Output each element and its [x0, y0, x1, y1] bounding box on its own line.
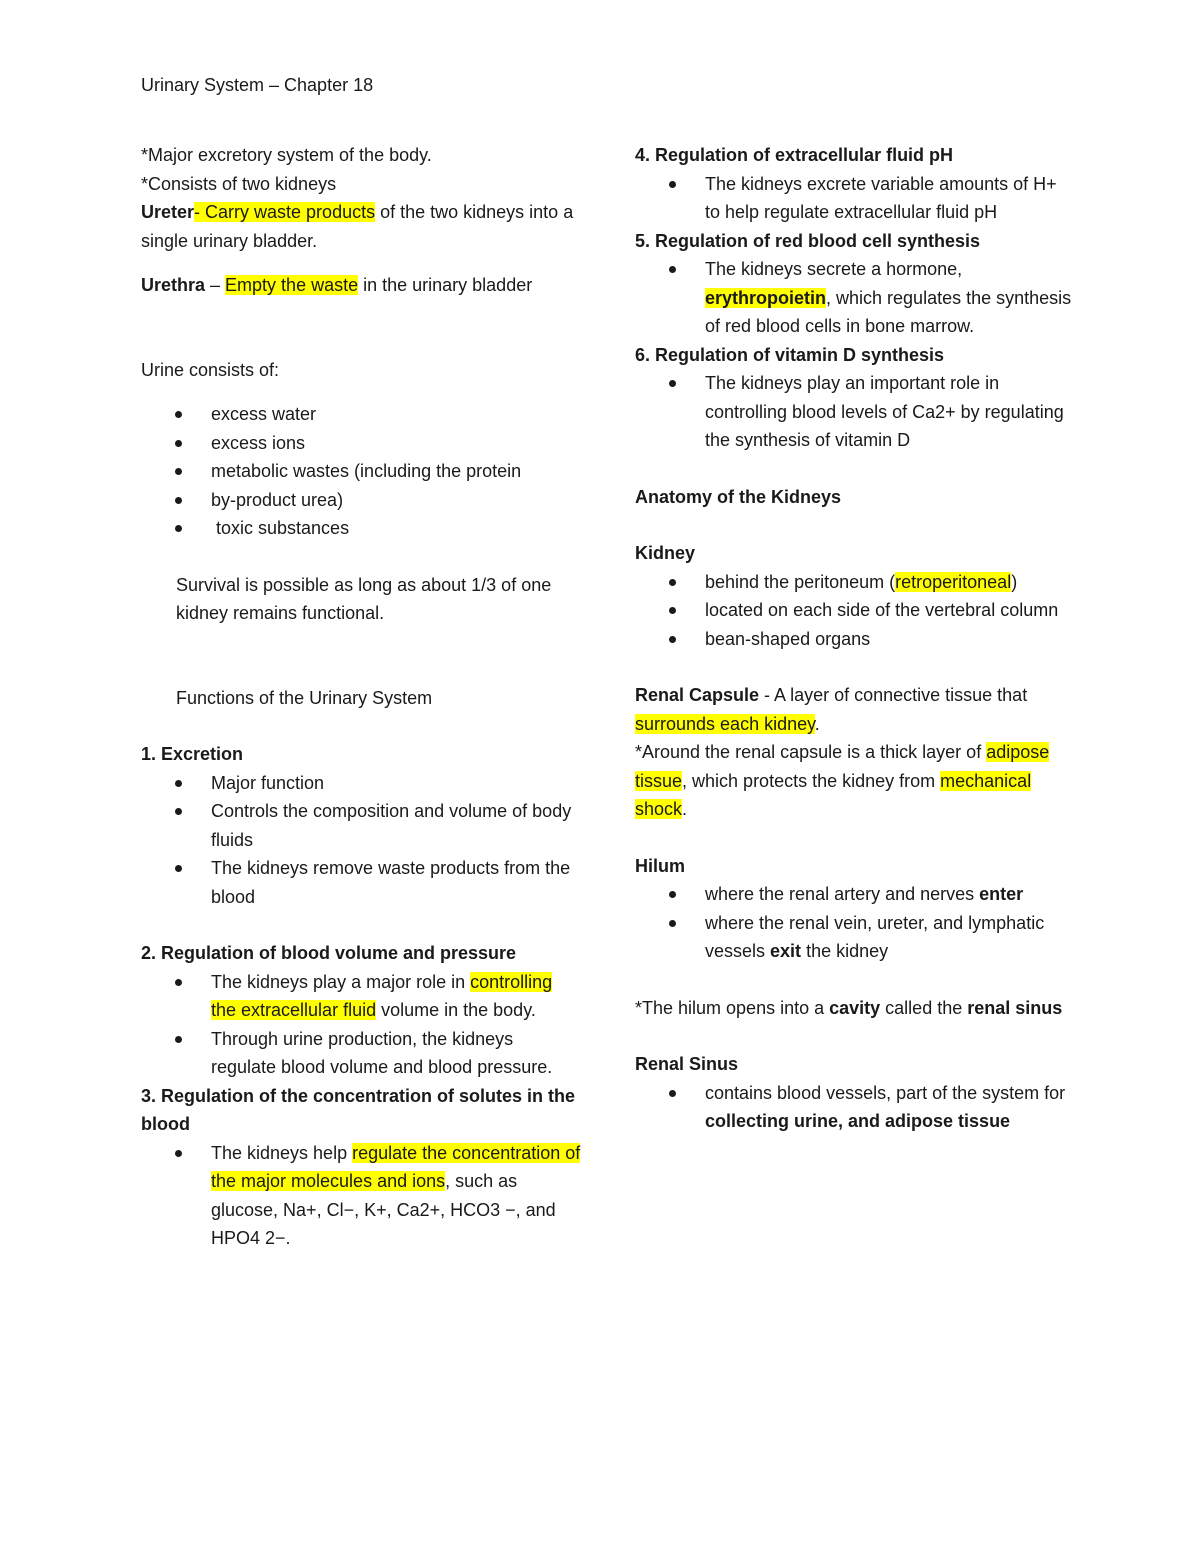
adipose-note: *Around the renal capsule is a thick layer of adipose tissue, which protects the kidney from mechanical shock. [635, 742, 1050, 819]
function-2-title: 2. Regulation of blood volume and pressure [141, 943, 517, 963]
function-2-list [141, 968, 581, 1082]
function-3-list [141, 1139, 581, 1253]
urethra-highlight: Empty the waste [225, 275, 359, 295]
highlight: mechanical shock [635, 770, 1032, 819]
highlight: erythropoietin [705, 287, 827, 308]
urethra-term: Urethra [141, 275, 206, 295]
function-5-title: 5. Regulation of red blood cell synthesis [635, 230, 981, 251]
page-header: Urinary System – Chapter 18 [141, 75, 374, 95]
renal-sinus-list [635, 1079, 1075, 1136]
survival-note: Survival is possible as long as about 1/3 of one kidney remains functional. [176, 574, 552, 623]
list-item: The kidneys excrete variable amounts of H+ to help regulate extracellular fluid pH [705, 170, 1075, 227]
function-4-list [635, 170, 1075, 227]
urine-title: Urine consists of: [141, 359, 280, 380]
list-item: The kidneys help regulate the concentration of the major molecules and ions, such as glucose, Na+, Cl−, K+, Ca2+, HCO3 −, and HPO4 2−. [211, 1139, 581, 1253]
list-item: located on each side of the vertebral column [705, 596, 1075, 625]
list-item: The kidneys remove waste products from the blood [211, 854, 581, 911]
urine-list [141, 400, 581, 543]
function-6-title: 6. Regulation of vitamin D synthesis [635, 344, 945, 365]
list-item: Through urine production, the kidneys regulate blood volume and blood pressure. [211, 1025, 581, 1082]
list-item: Major function [211, 769, 581, 798]
function-6-list [635, 369, 1075, 455]
list-item: The kidneys play a major role in controlling the extracellular fluid volume in the body. [211, 968, 581, 1025]
intro-line-1: *Major excretory system of the body. [141, 145, 432, 165]
function-1-list [141, 769, 581, 912]
list-item: where the renal vein, ureter, and lymphatic vessels exit the kidney [705, 909, 1075, 966]
list-item: bean-shaped organs [705, 625, 1075, 654]
list-item: contains blood vessels, part of the system for collecting urine, and adipose tissue [705, 1079, 1075, 1136]
highlight: controlling the extracellular fluid [211, 971, 553, 1020]
highlight: retroperitoneal [895, 571, 1012, 592]
hilum-title: Hilum [635, 855, 686, 876]
ureter-definition [141, 198, 581, 255]
kidney-list [635, 568, 1075, 654]
highlight: adipose tissue [635, 742, 1050, 791]
ureter-term: Ureter [141, 202, 195, 222]
renal-sinus-title: Renal Sinus [635, 1054, 739, 1074]
highlight: surrounds each kidney [635, 713, 815, 734]
function-1-title: 1. Excretion [141, 744, 244, 764]
kidney-title: Kidney [635, 543, 696, 563]
functions-title: Functions of the Urinary System [176, 687, 433, 708]
list-item: excess ions [211, 429, 581, 458]
list-item: behind the peritoneum (retroperitoneal) [705, 568, 1075, 597]
list-item: toxic substances [211, 514, 581, 543]
urethra-sep: – [205, 275, 226, 295]
list-item: The kidneys play an important role in controlling blood levels of Ca2+ by regulating the synthesis of vitamin D [705, 369, 1075, 455]
ureter-rest: of the two kidneys into a single urinary bladder. [141, 202, 574, 251]
urethra-rest: in the urinary bladder [358, 275, 533, 295]
function-4-title: 4. Regulation of extracellular fluid pH [635, 145, 954, 165]
list-item: by-product urea) [211, 486, 581, 515]
function-3-title: 3. Regulation of the concentration of solutes in the blood [141, 1085, 576, 1134]
hilum-note: *The hilum opens into a cavity called the renal sinus [635, 997, 1063, 1018]
list-item: excess water [211, 400, 581, 429]
right-column [635, 141, 1075, 1136]
hilum-list [635, 880, 1075, 966]
intro-line-2: *Consists of two kidneys [141, 173, 337, 194]
urethra-definition [141, 271, 581, 300]
list-item: The kidneys secrete a hormone, erythropoietin, which regulates the synthesis of red blood cells in bone marrow. [705, 255, 1075, 341]
function-5-list [635, 255, 1075, 341]
list-item: metabolic wastes (including the protein [211, 457, 581, 486]
renal-capsule-definition: Renal Capsule - A layer of connective tissue that surrounds each kidney. [635, 685, 1028, 734]
highlight: regulate the concentration of the major molecules and ions [211, 1142, 581, 1191]
list-item: Controls the composition and volume of body fluids [211, 797, 581, 854]
anatomy-title: Anatomy of the Kidneys [635, 486, 842, 507]
list-item: where the renal artery and nerves enter [705, 880, 1075, 909]
left-column [141, 141, 581, 1253]
ureter-highlight: - Carry waste products [194, 202, 376, 222]
